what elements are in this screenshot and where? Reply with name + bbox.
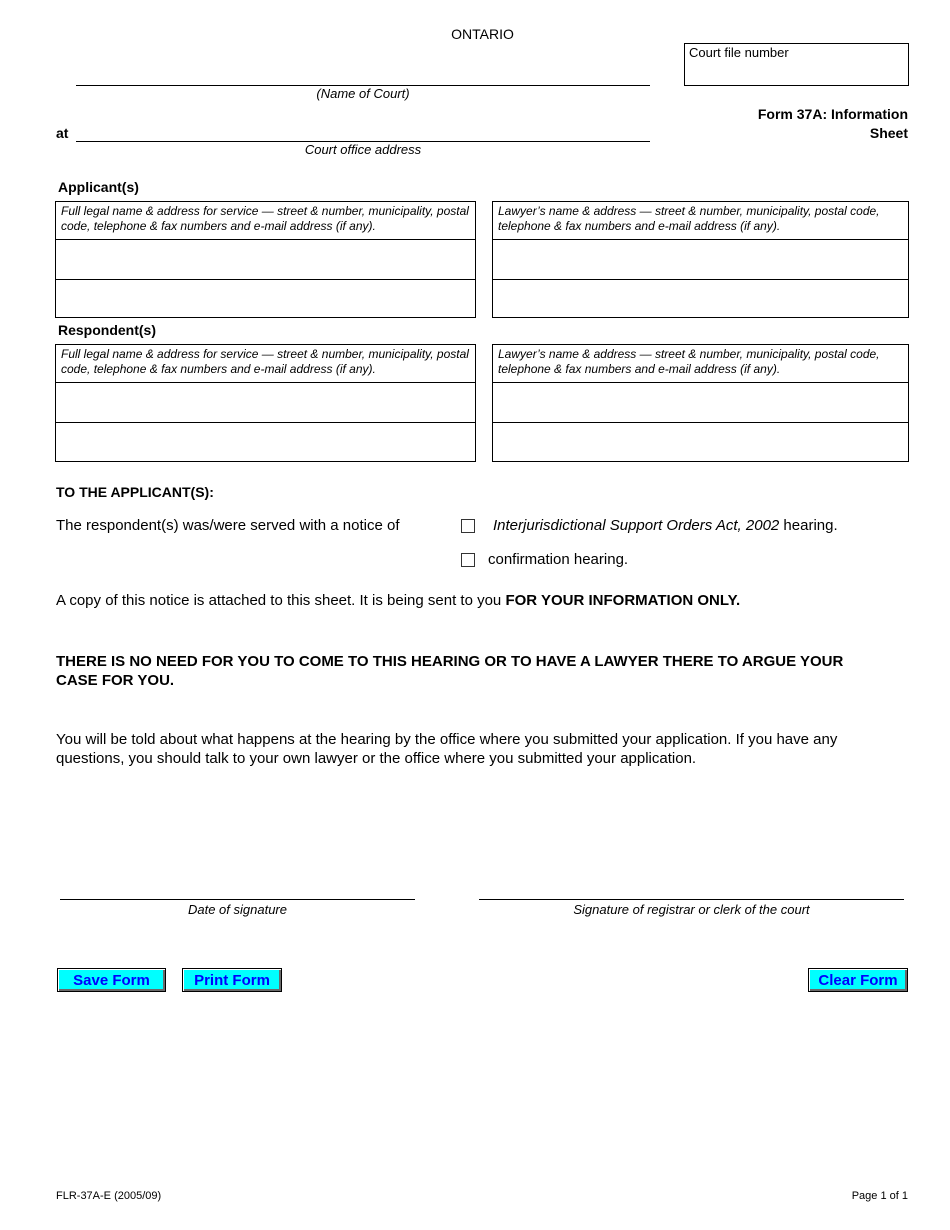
applicant-lawyer-box: [492, 201, 909, 318]
applicant-lawyer-row: [493, 280, 908, 320]
respondent-address-input[interactable]: [56, 423, 475, 463]
print-form-button[interactable]: Print Form: [182, 968, 282, 992]
jurisdiction-heading: ONTARIO: [451, 26, 514, 42]
respondents-heading: Respondent(s): [58, 322, 156, 338]
respondent-party-header: Full legal name & address for service — street & number, municipality, postal code, telephone & fax numbers and e-mail address (if any).: [56, 345, 475, 383]
confirmation-hearing-checkbox[interactable]: [461, 553, 475, 567]
date-signature-label: Date of signature: [187, 902, 287, 917]
copy-notice-emphasis: FOR YOUR INFORMATION ONLY.: [505, 592, 741, 609]
served-text: The respondent(s) was/were served with a notice of: [56, 517, 400, 534]
respondent-lawyer-header: Lawyer’s name & address — street & number, municipality, postal code, telephone & fax numbers and e-mail address (if any).: [493, 345, 908, 383]
court-file-number-input[interactable]: [688, 62, 906, 84]
court-name-label: (Name of Court): [316, 86, 410, 101]
applicant-name-input[interactable]: [56, 240, 475, 279]
applicant-party-box: [55, 201, 476, 318]
applicant-lawyer-address-input[interactable]: [493, 280, 908, 320]
isoa-hearing-label: [493, 516, 838, 535]
told-info-line2: questions, you should talk to your own lawyer or the office where you submitted your application.: [56, 750, 697, 767]
no-need-warning-line1: THERE IS NO NEED FOR YOU TO COME TO THIS HEARING OR TO HAVE A LAWYER THERE TO ARGUE YOUR: [56, 653, 844, 670]
applicant-address-input[interactable]: [56, 280, 475, 320]
page-number: Page 1 of 1: [851, 1190, 908, 1202]
save-form-button[interactable]: Save Form: [57, 968, 166, 992]
court-address-label: Court office address: [304, 142, 422, 157]
respondent-lawyer-row: [493, 383, 908, 423]
court-file-number-box: [684, 43, 909, 86]
confirmation-hearing-label: confirmation hearing.: [488, 551, 629, 568]
respondent-lawyer-row: [493, 423, 908, 463]
applicant-lawyer-name-input[interactable]: [493, 240, 908, 279]
applicant-party-header: Full legal name & address for service — street & number, municipality, postal code, telephone & fax numbers and e-mail address (if any).: [56, 202, 475, 240]
clear-form-button[interactable]: Clear Form: [808, 968, 908, 992]
at-label: at: [56, 125, 69, 141]
applicant-lawyer-header: Lawyer’s name & address — street & number, municipality, postal code, telephone & fax numbers and e-mail address (if any).: [493, 202, 908, 240]
told-info-text: [56, 730, 936, 768]
court-name-input[interactable]: [77, 60, 653, 86]
no-need-warning: [56, 652, 936, 690]
notice-heading: TO THE APPLICANT(S):: [56, 484, 214, 500]
date-signature-line[interactable]: [60, 899, 415, 900]
registrar-signature-label: Signature of registrar or clerk of the court: [573, 902, 810, 917]
told-info-line1: You will be told about what happens at the hearing by the office where you submitted your application. If you have any: [56, 731, 838, 748]
registrar-signature-line[interactable]: [479, 899, 904, 900]
isoa-hearing-suffix: hearing.: [779, 517, 838, 534]
applicant-party-row: [56, 280, 475, 320]
respondent-lawyer-box: [492, 344, 909, 462]
respondent-name-input[interactable]: [56, 383, 475, 422]
respondent-lawyer-name-input[interactable]: [493, 383, 908, 422]
isoa-act-name: Interjurisdictional Support Orders Act, 2002: [493, 517, 780, 534]
isoa-hearing-checkbox[interactable]: [461, 519, 475, 533]
applicant-lawyer-row: [493, 240, 908, 280]
applicant-party-row: [56, 240, 475, 280]
form-title-line1: Form 37A: Information: [757, 106, 908, 122]
form-code: FLR-37A-E (2005/09): [56, 1190, 162, 1202]
court-file-number-label: Court file number: [689, 45, 789, 60]
form-title: [690, 105, 908, 143]
court-address-input[interactable]: [77, 118, 653, 142]
applicants-heading: Applicant(s): [58, 179, 139, 195]
no-need-warning-line2: CASE FOR YOU.: [56, 672, 175, 689]
copy-notice-plain: A copy of this notice is attached to this sheet. It is being sent to you: [56, 592, 506, 609]
respondent-party-row: [56, 383, 475, 423]
respondent-party-row: [56, 423, 475, 463]
respondent-party-box: [55, 344, 476, 462]
copy-notice-text: [56, 591, 740, 610]
form-title-line2: Sheet: [869, 125, 908, 141]
respondent-lawyer-address-input[interactable]: [493, 423, 908, 463]
